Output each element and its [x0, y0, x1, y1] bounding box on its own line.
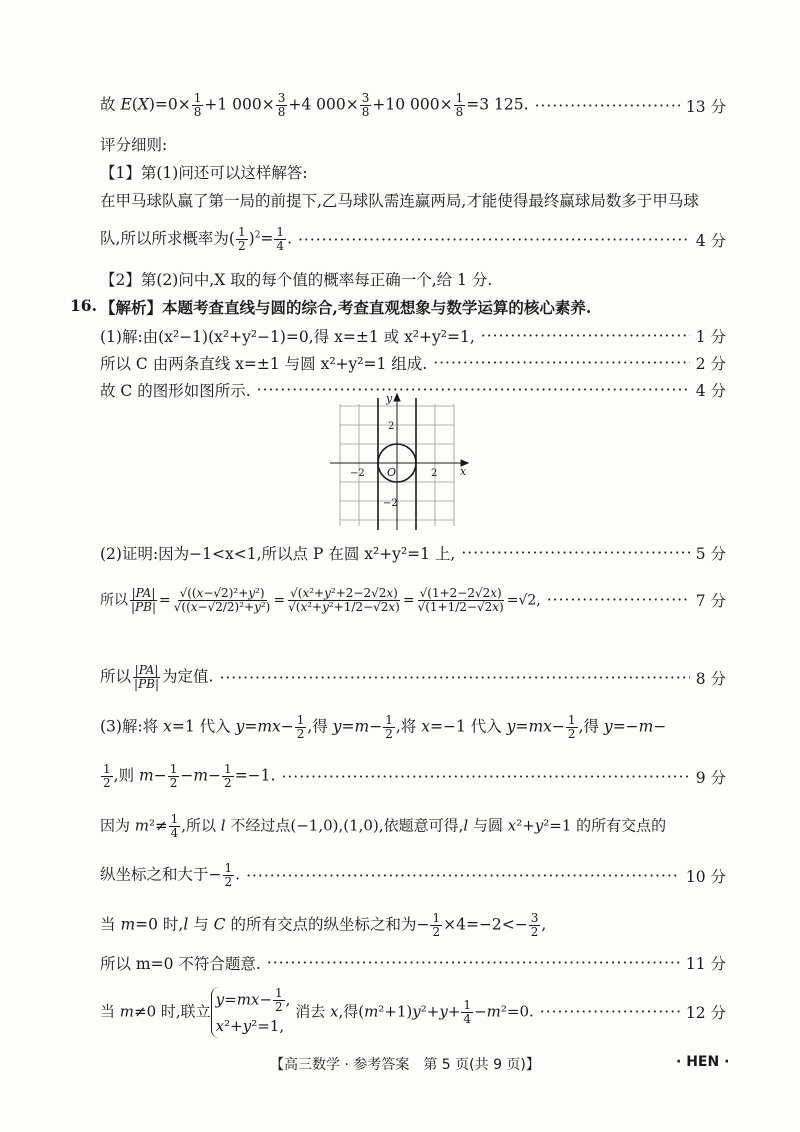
- dot-leader: [257, 381, 690, 399]
- step-line: [100, 862, 726, 889]
- x-axis-label: x: [460, 465, 467, 478]
- score-label: 5 分: [695, 545, 726, 563]
- step-line: [100, 763, 726, 790]
- expectation-line: [100, 92, 726, 119]
- step-line: [100, 542, 726, 564]
- text-line: [100, 161, 726, 183]
- score-label: 9 分: [695, 768, 726, 787]
- step-3-text: (3)解:将 x=1 代入 y=mx− $\frac{1}{2}$ ,得 y=m− $\frac{1}{2}$ ,将 x=−1 代入 y=mx− $\frac{1}{2}$ ,得 y=−m−: [100, 713, 667, 741]
- dot-leader: [219, 669, 689, 687]
- ratio-formula: 所以 $\frac{|PA|}{|PB|}$ = $\frac{\text{√((x−√2)²+y²)}}{\text{√((x−√2/2)²+y²)}}$ = $\frac{\text{√(x²+y²+2−2√2x)}}{\text{√(x²+y²+1/2−√2x)}}$ = $\frac{√(1+2-2√2x)}{√(1+1/2-√2x)}$ =√2,: [100, 585, 541, 614]
- x-tick-neg: −2: [350, 468, 365, 479]
- dot-leader: [535, 97, 680, 115]
- score-label: 12 分: [685, 1004, 726, 1022]
- expectation-formula: 故 E(X)=0× $\frac{1}{8}$ +1 000× $\frac{3}{8}$ +4 000× $\frac{3}{8}$ +10 000× $\frac{1}{8}$ =3 125.: [100, 91, 529, 119]
- dot-leader: [547, 591, 690, 609]
- dot-leader: [461, 544, 689, 562]
- dot-leader: [246, 867, 680, 885]
- footer-code: · HEN ·: [676, 1054, 730, 1070]
- step-text: 所以 C 由两条直线 x=±1 与圆 x²+y²=1 组成.: [100, 355, 428, 373]
- score-label: 7 分: [695, 592, 726, 610]
- score-label: 10 分: [685, 867, 726, 886]
- dot-leader: [540, 1003, 680, 1021]
- dot-leader: [267, 954, 680, 972]
- case-m-zero: 当 m=0 时,l 与 C 的所有交点的纵坐标之和为− $\frac{1}{2}$ ×4=−2<− $\frac{3}{2}$ ,: [100, 911, 547, 939]
- analysis-heading: 【解析】本题考查直线与圆的综合,考查直观想象与数学运算的核心素养.: [100, 298, 592, 317]
- step-line: [100, 813, 726, 840]
- page-footer: [0, 1054, 800, 1078]
- condition-result: 纵坐标之和大于− $\frac{1}{2}$ .: [100, 861, 241, 889]
- y-axis-label: y: [386, 392, 393, 405]
- step-line: [100, 952, 726, 974]
- ratio-constant-line: [100, 664, 726, 691]
- score-label: 4 分: [695, 231, 726, 250]
- score-label: 4 分: [695, 382, 726, 400]
- x-tick-pos: 2: [431, 468, 438, 479]
- text-line: [100, 268, 726, 290]
- y-tick-neg: −2: [383, 498, 398, 509]
- step-text: (2)证明:因为−1<x<1,所以点 P 在圆 x²+y²=1 上,: [100, 545, 456, 563]
- condition-text: 因为 m²≠ $\frac{1}{4}$ ,所以 l 不经过点(−1,0),(1,0),依题意可得,l 与圆 x²+y²=1 的所有交点的: [100, 812, 667, 840]
- step-line: [100, 912, 726, 939]
- step-line: [100, 714, 726, 741]
- probability-line: [100, 226, 726, 253]
- score-label: 1 分: [695, 328, 726, 346]
- probability-formula: 队,所以所求概率为( $\frac{1}{2}$ )$^2$= $\frac{1}{4}$ .: [100, 225, 292, 253]
- axes: [330, 394, 468, 530]
- text-line: [100, 133, 726, 155]
- dot-leader: [481, 327, 690, 345]
- step-line: [100, 325, 726, 347]
- rule-1-body: 在甲马球队赢了第一局的前提下,乙马球队需连赢两局,才能使得最终赢球局数多于甲马球: [100, 192, 699, 210]
- rule-2: 【2】第(2)问中,X 取的每个值的概率每正确一个,给 1 分.: [100, 271, 493, 289]
- score-label: 8 分: [695, 669, 726, 688]
- step-text: 故 C 的图形如图所示.: [100, 382, 251, 400]
- graph-figure: [330, 392, 470, 532]
- origin-label: O: [387, 466, 397, 479]
- case-m-zero-result: 所以 m=0 不符合题意.: [100, 955, 261, 973]
- ratio-line: [100, 580, 726, 620]
- scoring-details-heading: 评分细则:: [100, 136, 168, 154]
- score-label: 11 分: [685, 955, 726, 973]
- dot-leader: [298, 231, 690, 249]
- case-m-nonzero: 当 m≠0 时,联立 y=mx− $\frac{1}{2}$ , x²+y²=1, 消去 x,得(m²+1)y²+y+ $\frac{1}{4}$ −m²=0.: [100, 987, 534, 1038]
- text-line: [100, 189, 726, 211]
- ratio-constant: 所以 $\frac{|PA|}{|PB|}$ 为定值.: [100, 663, 214, 691]
- step-line: [100, 984, 726, 1040]
- dot-leader: [433, 354, 690, 372]
- footer-page-info: 【高三数学 · 参考答案 第 5 页(共 9 页)】: [270, 1057, 540, 1073]
- dot-leader: [281, 768, 689, 786]
- step-line: [100, 352, 726, 374]
- step-3-result: $\frac{1}{2}$ ,则 m− $\frac{1}{2}$ −m− $\frac{1}{2}$ =−1.: [103, 762, 276, 790]
- score-label: 2 分: [695, 355, 726, 373]
- rule-1: 【1】第(1)问还可以这样解答:: [100, 164, 308, 182]
- step-text: (1)解:由(x²−1)(x²+y²−1)=0,得 x=±1 或 x²+y²=1,: [100, 328, 475, 346]
- question-number: 16.: [70, 296, 97, 315]
- y-tick-pos: 2: [388, 421, 395, 432]
- analysis-line: [100, 296, 726, 318]
- score-label: 13 分: [685, 97, 726, 116]
